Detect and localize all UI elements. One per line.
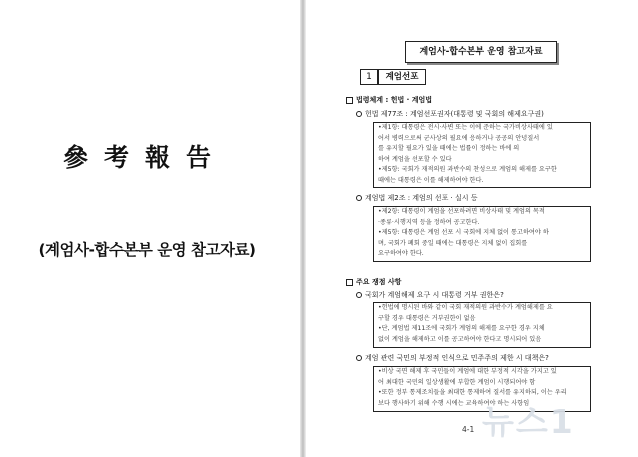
box-line: •비상 국면 해제 후 국민들이 계엄에 대한 부정적 시각을 가지고 있 <box>378 368 557 375</box>
box-line: •단, 계엄법 제11조에 국회가 계엄의 해제를 요구한 경우 지체 <box>378 325 545 332</box>
square-bullet-icon <box>346 279 353 286</box>
martial-law-act-excerpt-box <box>373 206 591 262</box>
circle-bullet-icon <box>356 195 362 201</box>
box-line: •제5항: 대통령은 계엄 선포 시 국회에 지체 없이 통고하여야 하 <box>378 229 549 236</box>
circle-bullet-icon <box>356 111 362 117</box>
box-line: 를 유지할 필요가 있을 때에는 법률이 정하는 바에 의 <box>378 145 520 152</box>
box-line: 구할 경우 대통령은 거부권한이 없음 <box>378 314 476 322</box>
news1-watermark: 뉴스1 <box>482 402 575 441</box>
box-line: 며, 국회가 폐회 중일 때에는 대통령은 지체 없이 집회를 <box>378 239 528 247</box>
document-title: 계엄사-합수본부 운영 참고자료 <box>405 41 557 63</box>
veto-answer-box <box>373 302 591 348</box>
page-number: 4-1 <box>462 425 475 434</box>
box-line: 때에는 대통령은 이를 해제하여야 한다. <box>378 176 484 184</box>
box-line: •제1항: 대통령은 전시·사변 또는 이에 준하는 국가비상사태에 있 <box>378 124 553 131</box>
question-veto <box>356 291 504 300</box>
cover-page <box>0 0 300 457</box>
box-line: 없이 계엄을 해제하고 이를 공고하여야 한다고 명시되어 있음 <box>378 335 542 343</box>
circle-bullet-icon <box>356 292 362 298</box>
box-line: •제2항: 대통령이 계엄을 선포하려면 비상사태 및 계엄의 목적 <box>378 208 545 215</box>
box-line: •또한 정부 통제조치들을 최대한 통제하여 질서를 유지하되, 이는 우리 <box>378 389 567 396</box>
item-key-issues-label: 주요 쟁점 사항 <box>356 278 402 286</box>
circle-bullet-icon <box>356 355 362 361</box>
box-line: ·종류·시행지역 등을 정하여 공고한다. <box>378 218 480 226</box>
question-public-perception <box>356 354 549 363</box>
box-line: 어 최대한 국민의 일상생활에 부합한 계엄이 시행되어야 함 <box>378 378 536 386</box>
question-veto-label: 국회가 계엄해제 요구 시 대통령 거부 권한은? <box>365 291 504 299</box>
cover-title: 參考報告 <box>62 143 227 172</box>
item-key-issues <box>346 278 401 287</box>
box-line: 요구하여야 한다. <box>378 250 424 257</box>
constitution-excerpt-box <box>373 122 591 188</box>
box-line: 어서 병력으로써 군사상의 필요에 응하거나 공공의 안녕질서 <box>378 134 540 142</box>
item-legal-system <box>346 96 432 105</box>
section-title: 계엄선포 <box>378 69 426 85</box>
box-line: 보다 행사하기 위해 수행 시에는 교육하여야 하는 사항임 <box>378 399 530 407</box>
box-line: 하여 계엄을 선포할 수 있다 <box>378 155 452 163</box>
item-constitution-77 <box>356 110 544 119</box>
square-bullet-icon <box>346 97 353 104</box>
item-martial-law-act-2 <box>356 194 478 203</box>
section-number: 1 <box>360 69 378 85</box>
item-legal-system-label: 법령체계 : 헌법 · 계엄법 <box>356 96 433 104</box>
box-line: •제5항: 국회가 재적의원 과반수의 찬성으로 계엄의 해제를 요구한 <box>378 166 557 173</box>
item-martial-law-act-2-label: 계엄법 제2조 : 계엄의 선포 · 실시 등 <box>365 194 478 202</box>
cover-subtitle: (계엄사-합수본부 운영 참고자료) <box>38 241 256 259</box>
question-public-perception-label: 계엄 관련 국민의 부정적 인식으로 민주주의 제한 시 대책은? <box>365 354 549 362</box>
box-line: •헌법에 명시된 바와 같이 국회 재적의원 과반수가 계엄해제를 요 <box>378 304 553 311</box>
item-constitution-77-label: 헌법 제77조 : 계엄선포권자(대통령 및 국회의 해제요구권) <box>365 110 544 118</box>
